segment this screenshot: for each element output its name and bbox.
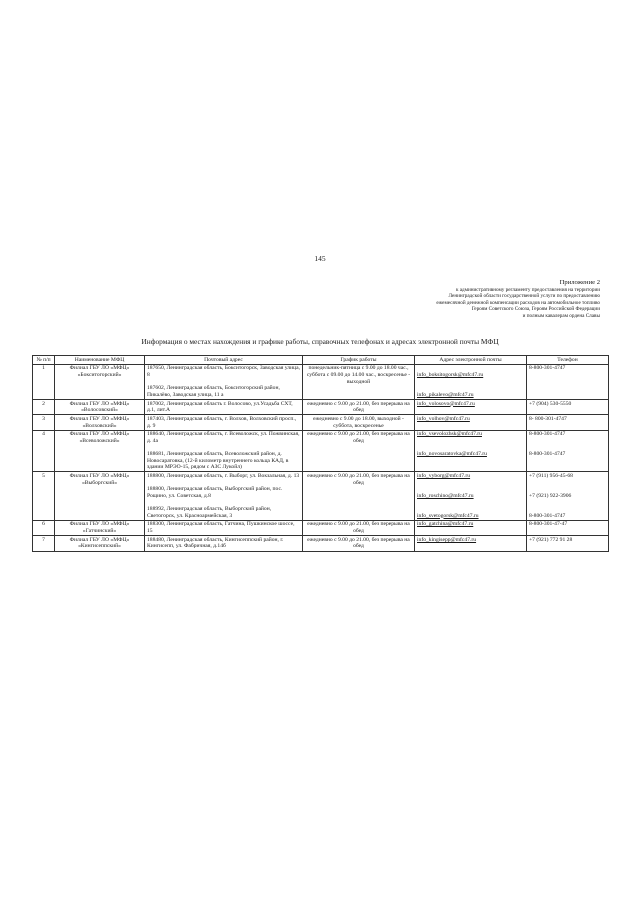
address-entry: 187650, Ленинградская область, Бокситогорск, Заводская улица, 8 [147,365,300,378]
header-phone: Телефон [527,356,609,365]
table-row [33,399,609,414]
address-entry: 188300, Ленинградская область, Гатчина, Пушкинское шоссе, 15 [147,521,295,534]
row-address [145,472,303,520]
row-num: 1 [33,364,55,399]
mfc-table [32,355,609,552]
table-row [33,364,609,399]
address-entry: 188800, Ленинградская область, г. Выборг, ул. Вокзальная, д. 13 [147,473,300,480]
row-schedule: ежедневно с 9.00 до 21.00, без перерыва на обед [303,536,415,551]
table-row [33,430,609,472]
row-email [415,415,527,430]
row-schedule: ежедневно с 9.00 до 21.00, без перерыва на обед [303,472,415,520]
phone-entry: +7 (911) 956-45-68 [529,473,573,480]
row-address [145,430,303,472]
address-entry: 188480, Ленинградская область, Кингисеппский район, г. Кингисепп, ул. Фабричная, д.14б [147,536,284,550]
row-name: Филиал ГБУ ЛО «МФЦ» «Выборгский» [55,472,145,520]
header-email: Адрес электронной почты [415,356,527,365]
row-phone [527,536,609,551]
phone-entry: 8-800-301-4747 [529,365,566,372]
header-schedule: График работы [303,356,415,365]
row-num: 3 [33,415,55,430]
row-num: 5 [33,472,55,520]
row-schedule: ежедневно с 9.00 до 18.00, выходной - суббота, воскресенье [303,415,415,430]
row-email [415,472,527,520]
table-row [33,536,609,551]
address-entry: 188640, Ленинградская область, г. Всеволожск, ул. Пожвинская, д. 4а [147,431,300,444]
row-num: 7 [33,536,55,551]
appendix-title: Приложение 2 [559,279,600,286]
appendix-line: Героям Советского Союза, Героям Российской Федерации [471,306,600,313]
row-phone [527,364,609,399]
row-email [415,399,527,414]
address-entry: 187602, Ленинградская область, Бокситогорский район, Пикалёво, Заводская улица, 11 а [147,385,280,398]
phone-entry: 8-800-301-4747 [529,431,566,438]
row-schedule: ежедневно с 9.00 до 21.00, без перерыва на обед [303,399,415,414]
row-num: 6 [33,520,55,535]
email-link[interactable]: info_gatchina@mfc47.ru [417,521,474,528]
row-phone [527,399,609,414]
appendix-line: ежемесячной денежной компенсации расходов на автомобильное топливо [436,299,600,306]
document-title: Информация о местах нахождения и графике работы, справочных телефонах и адресах электронной почты МФЦ [141,337,499,346]
email-link[interactable]: info_kingisepp@mfc47.ru [417,536,477,543]
email-link[interactable]: info_vyborg@mfc47.ru [417,473,471,480]
email-link[interactable]: info_boksitogorsk@mfc47.ru [417,371,484,378]
header-num: № п/п [33,356,55,365]
row-email [415,430,527,472]
row-schedule: понедельник-пятница с 9.00 до 18.00 час., суббота с 09.00 до 14.00 час., воскресенье - выходной [303,364,415,399]
row-phone [527,520,609,535]
row-num: 2 [33,399,55,414]
address-entry: 188800, Ленинградская область, Выборгский район, пос. Рощино, ул. Советская, д.8 [147,486,283,499]
page-number: 145 [314,254,326,263]
address-entry: 188681, Ленинградская область, Всеволожский район, д. Новосаратовка, (12-й километр внутреннего кольца КАД, в здании МРЭО-15, рядом с АЗС Лукойл) [147,451,289,471]
table-row [33,520,609,535]
row-address [145,399,303,414]
appendix-line: Ленинградской области государственной услуги по предоставлению [448,293,600,300]
header-name: Наименование МФЦ [55,356,145,365]
table-row [33,472,609,520]
row-email [415,520,527,535]
appendix-line: к административному регламенту предоставления на территории [455,287,600,293]
row-name: Филиал ГБУ ЛО «МФЦ» «Кингисеппский» [55,536,145,551]
phone-entry: 8-800-301-4747 [529,451,566,458]
phone-entry: +7 (904) 530-5550 [529,400,572,407]
email-link[interactable]: info_vsevolozhsk@mfc47.ru [417,431,482,438]
header-address: Почтовый адрес [145,356,303,365]
row-phone [527,430,609,472]
email-link[interactable]: info_svetogorsk@mfc47.ru [417,512,479,519]
appendix-block [340,279,600,319]
row-schedule: ежедневно с 9.00 до 21.00, без перерыва на обед [303,430,415,472]
email-link[interactable]: info_volosovo@mfc47.ru [417,400,475,407]
address-entry: 187002, Ленинградская область г. Волосово, ул.Усадьба СХТ, д.1, лит.А [147,400,293,414]
row-email [415,364,527,399]
row-phone [527,415,609,430]
address-entry: 187403, Ленинградская область, г. Волхов, Волховский просп., д. 9 [147,415,297,429]
row-address [145,520,303,535]
row-name: Филиал ГБУ ЛО «МФЦ» «Гатчинский» [55,520,145,535]
row-name: Филиал ГБУ ЛО «МФЦ» «Волховский» [55,415,145,430]
appendix-line: и полным кавалерам ордена Славы [522,312,600,319]
row-schedule: ежедневно с 9.00 до 21.00, без перерыва на обед [303,520,415,535]
email-link[interactable]: info_pikalevo@mfc47.ru [417,391,474,398]
row-address [145,364,303,399]
phone-entry: +7 (921) 772 91 28 [529,536,573,543]
phone-entry: 8- 800-301-4747 [529,415,567,422]
row-address [145,536,303,551]
row-address [145,415,303,430]
email-link[interactable]: info_novosaratovka@mfc47.ru [417,451,487,458]
row-name: Филиал ГБУ ЛО «МФЦ» «Всеволожский» [55,430,145,472]
row-name: Филиал ГБУ ЛО «МФЦ» «Бокситогорский» [55,364,145,399]
email-link[interactable]: info_volhov@mfc47.ru [417,415,470,422]
table-header-row [33,356,609,365]
row-email [415,536,527,551]
table-row [33,415,609,430]
email-link[interactable]: info_roschino@mfc47.ru [417,492,474,499]
row-phone [527,472,609,520]
phone-entry: 8-800-301-47-47 [529,521,568,528]
phone-entry: +7 (921) 922-3906 [529,492,572,499]
row-num: 4 [33,430,55,472]
row-name: Филиал ГБУ ЛО «МФЦ» «Волосовский» [55,399,145,414]
phone-entry: 8-800-301-4747 [529,512,566,519]
address-entry: 188992, Ленинградская область, Выборгский район, Светогорск, ул. Красноармейская, 3 [147,506,272,519]
